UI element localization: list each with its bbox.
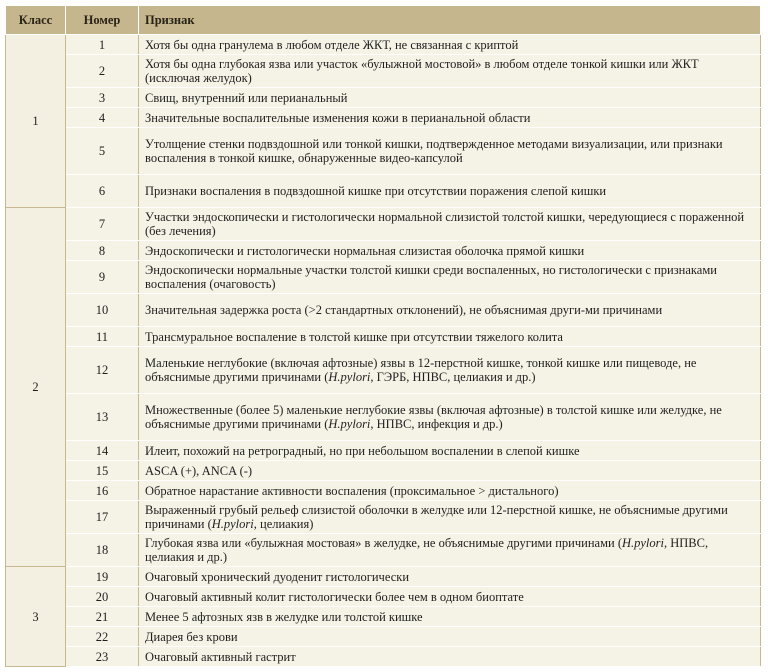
table-header-row (6, 6, 761, 35)
table-row (6, 501, 761, 534)
row-number: 17 (66, 501, 139, 534)
table-row (6, 534, 761, 567)
row-number: 20 (66, 587, 139, 607)
row-feature-italic: H.pylori (328, 417, 371, 431)
row-number: 22 (66, 627, 139, 647)
row-number: 6 (66, 175, 139, 208)
row-feature-italic: H.pylori (328, 370, 371, 384)
row-feature: Эндоскопически нормальные участки толстой кишки среди воспаленных, но гистологически с признаками воспаления (очаговость) (139, 261, 761, 294)
row-feature: Утолщение стенки подвздошной или тонкой кишки, подтвержденное методами визуализации, или признаки воспаления в тонкой кишке, обнаруженные видео-капсулой (139, 128, 761, 175)
row-feature-text: Выраженный грубый рельеф слизистой оболочки в желудке или 12-перстной кишке, не объяснимые другими причинами ( (145, 503, 728, 531)
table-row (6, 607, 761, 627)
criteria-table-container (5, 5, 760, 667)
row-number: 23 (66, 647, 139, 667)
row-feature (139, 394, 761, 441)
row-feature: Свищ, внутренний или перианальный (139, 88, 761, 108)
header-number: Номер (66, 6, 139, 35)
table-row (6, 347, 761, 394)
table-row (6, 567, 761, 587)
row-number: 13 (66, 394, 139, 441)
row-feature: Очаговый хронический дуоденит гистологически (139, 567, 761, 587)
table-row (6, 128, 761, 175)
table-row (6, 175, 761, 208)
row-number: 12 (66, 347, 139, 394)
row-feature-text: , НПВС, инфекция и др.) (370, 417, 503, 431)
criteria-table (5, 5, 761, 667)
table-row (6, 108, 761, 128)
row-feature-text: Маленькие неглубокие (включая афтозные) язвы в 12-перстной кишке, тонкой кишке или пищеводе, не объяснимые другими причинами ( (145, 356, 697, 384)
row-feature: Хотя бы одна гранулема в любом отделе ЖКТ, не связанная с криптой (139, 35, 761, 55)
row-feature: Диарея без крови (139, 627, 761, 647)
table-row (6, 481, 761, 501)
row-number: 1 (66, 35, 139, 55)
table-row (6, 35, 761, 55)
table-row (6, 294, 761, 327)
table-row (6, 587, 761, 607)
row-feature: Обратное нарастание активности воспаления (проксимальное > дистального) (139, 481, 761, 501)
row-feature-italic: H.pylori (621, 536, 664, 550)
row-feature: Значительная задержка роста (>2 стандартных отклонений), не объяснимая други-ми причинами (139, 294, 761, 327)
row-number: 14 (66, 441, 139, 461)
row-number: 18 (66, 534, 139, 567)
row-feature: Менее 5 афтозных язв в желудке или толстой кишке (139, 607, 761, 627)
row-number: 21 (66, 607, 139, 627)
row-number: 11 (66, 327, 139, 347)
table-row (6, 441, 761, 461)
class-cell-1: 1 (6, 35, 66, 208)
table-row (6, 241, 761, 261)
table-row (6, 55, 761, 88)
row-feature (139, 534, 761, 567)
table-row (6, 208, 761, 241)
row-feature-text: , НПВС, целиакия и др.) (145, 536, 709, 564)
table-row (6, 261, 761, 294)
table-row (6, 647, 761, 667)
row-number: 8 (66, 241, 139, 261)
table-row (6, 461, 761, 481)
row-feature-text: , ГЭРБ, НПВС, целиакия и др.) (370, 370, 536, 384)
row-feature: Признаки воспаления в подвздошной кишке при отсутствии поражения слепой кишки (139, 175, 761, 208)
table-row (6, 627, 761, 647)
row-number: 16 (66, 481, 139, 501)
row-feature: Эндоскопически и гистологически нормальная слизистая оболочка прямой кишки (139, 241, 761, 261)
row-number: 4 (66, 108, 139, 128)
row-feature: Трансмуральное воспаление в толстой кишке при отсутствии тяжелого колита (139, 327, 761, 347)
row-feature: ASCA (+), ANCA (-) (139, 461, 761, 481)
row-number: 10 (66, 294, 139, 327)
row-feature (139, 347, 761, 394)
row-number: 19 (66, 567, 139, 587)
header-feature: Признак (139, 6, 761, 35)
row-feature-text: Множественные (более 5) маленькие неглубокие язвы (включая афтозные) в толстой кишке или желудке, не объяснимые другими причинами ( (145, 403, 722, 431)
row-feature: Илеит, похожий на ретроградный, но при небольшом воспалении в слепой кишке (139, 441, 761, 461)
row-feature: Участки эндоскопически и гистологически нормальной слизистой толстой кишки, чередующиеся с пораженной (без лечения) (139, 208, 761, 241)
row-feature-text: , целиакия) (253, 517, 314, 531)
row-feature: Очаговый активный гастрит (139, 647, 761, 667)
row-feature (139, 501, 761, 534)
row-number: 9 (66, 261, 139, 294)
row-feature: Хотя бы одна глубокая язва или участок «булыжной мостовой» в любом отделе тонкой кишки или ЖКТ (исключая желудок) (139, 55, 761, 88)
row-number: 3 (66, 88, 139, 108)
class-cell-2: 2 (6, 208, 66, 567)
row-number: 5 (66, 128, 139, 175)
row-feature-text: Глубокая язва или «булыжная мостовая» в желудке, не объяснимые другими причинами ( (145, 536, 622, 550)
table-row (6, 327, 761, 347)
row-number: 2 (66, 55, 139, 88)
class-cell-3: 3 (6, 567, 66, 667)
row-feature: Очаговый активный колит гистологически более чем в одном биоптате (139, 587, 761, 607)
row-number: 15 (66, 461, 139, 481)
row-number: 7 (66, 208, 139, 241)
table-row (6, 394, 761, 441)
row-feature-italic: H.pylori (211, 517, 254, 531)
table-row (6, 88, 761, 108)
row-feature: Значительные воспалительные изменения кожи в перианальной области (139, 108, 761, 128)
header-class: Класс (6, 6, 66, 35)
